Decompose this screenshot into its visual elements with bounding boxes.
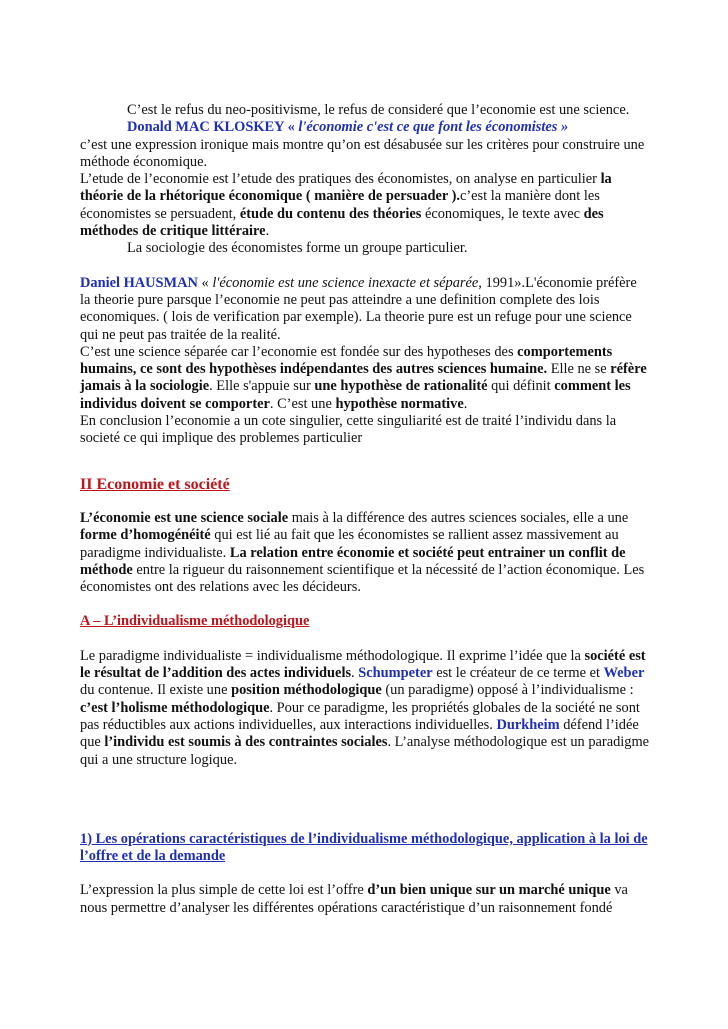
- spacer: [80, 258, 650, 275]
- emphasis: c’est l’holisme méthodologique: [80, 699, 270, 716]
- emphasis: société est le résultat de l’addition des actes individuels: [80, 647, 646, 682]
- paragraph-science-separee: C’est une science séparée car l’economie est fondée sur des hypotheses des comportements humains, ce sont des hypothèses indépendantes des autres sciences humaine. Elle ne se réfère jamais à la sociologie. Elle s'appuie sur une hypothèse de rationalité qui définit comment les individus doivent se comporter. C’est une hypothèse normative.: [80, 343, 647, 412]
- paragraph-offre-demande: L’expression la plus simple de cette loi est l’offre d’un bien unique sur un marché unique va nous permettre d’analyser les différentes opérations caractéristique d’un raisonnement fondé: [80, 882, 628, 916]
- emphasis: une hypothèse de rationalité: [314, 378, 488, 395]
- quote: l'économie c'est ce que font les économistes »: [298, 119, 569, 136]
- emphasis: étude du contenu des théories: [239, 205, 422, 222]
- section-heading: II Economie et société: [80, 475, 230, 493]
- paragraph-neo-positivisme: C’est le refus du neo-positivisme, le refus de consideré que l’economie est une science.: [127, 102, 630, 118]
- author-name: Weber: [603, 665, 645, 682]
- emphasis: l’individu est soumis à des contraintes sociales: [104, 734, 388, 751]
- subsection-heading: A – L’individualisme méthodologique: [80, 613, 310, 630]
- paragraph-etude-pratiques: L’etude de l’economie est l’etude des pratiques des économistes, on analyse en particulier la théorie de la rhétorique économique ( manière de persuader ).c’est la manière dont les économistes se persuadent, étude du contenu des théories économiques, le texte avec des méthodes de critique littéraire.: [80, 171, 612, 240]
- emphasis: forme d’homogénéité: [80, 527, 211, 544]
- emphasis: des méthodes de critique littéraire: [80, 205, 604, 240]
- numbered-heading: 1) Les opérations caractéristiques de l’individualisme méthodologique, application à la loi de l’offre et de la demande: [80, 830, 648, 865]
- paragraph-conclusion: En conclusion l’economie a un cote singulier, cette singuliarité est de traité l’individu dans la societé ce qui implique des problemes particulier: [80, 413, 617, 447]
- paragraph-irony: c’est une expression ironique mais montre qu’on est désabusée sur les critères pour construire une méthode économique.: [80, 136, 645, 170]
- author-name: Schumpeter: [358, 665, 433, 682]
- spacer: [80, 596, 650, 613]
- spacer: [80, 769, 650, 831]
- emphasis: L’économie est une science sociale: [80, 509, 289, 526]
- emphasis: hypothèse normative: [335, 395, 464, 412]
- author-name: Durkheim: [496, 716, 560, 733]
- emphasis: comportements humains, ce sont des hypothèses indépendantes des autres sciences humaine.: [80, 343, 613, 378]
- spacer: [80, 865, 650, 882]
- emphasis: d’un bien unique sur un marché unique: [367, 882, 611, 899]
- paragraph-mac-kloskey-quote: Donald MAC KLOSKEY « l'économie c'est ce que font les économistes »: [127, 119, 569, 136]
- emphasis: la théorie de la rhétorique économique ( manière de persuader ).: [80, 171, 612, 205]
- emphasis: comment les individus doivent se comporter: [80, 378, 631, 412]
- paragraph-sociologie: La sociologie des économistes forme un groupe particulier.: [127, 240, 468, 257]
- emphasis: réfère jamais à la sociologie: [80, 361, 647, 395]
- spacer: [80, 631, 650, 648]
- spacer: [80, 493, 650, 510]
- author-name: Donald MAC KLOSKEY: [127, 119, 284, 136]
- spacer: [80, 448, 650, 476]
- document-page: [80, 102, 650, 917]
- quote: l'économie est une science inexacte et séparée,: [212, 274, 482, 291]
- paragraph-individualisme: Le paradigme individualiste = individualisme méthodologique. Il exprime l’idée que la société est le résultat de l’addition des actes individuels. Schumpeter est le créateur de ce terme et Weber du contenue. Il existe une position méthodologique (un paradigme) opposé à l’individualisme : c’est l’holisme méthodologique. Pour ce paradigme, les propriétés globales de la société ne sont pas réductibles aux actions individuelles, aux interactions individuelles. Durkheim défend l’idée que l’individu est soumis à des contraintes sociales. L’analyse méthodologique est un paradigme qui a une structure logique.: [80, 647, 650, 768]
- paragraph-hausman: Daniel HAUSMAN « l'économie est une science inexacte et séparée, 1991».L'économie préfère la theorie pure parsque l’economie ne peut pas atteindre a une definition complete des lois economiques. ( lois de verification par exemple). La theorie pure est un refuge pour une science qui ne peut pas traitée de la realité.: [80, 274, 637, 343]
- emphasis: La relation entre économie et société peut entrainer un conflit de méthode: [80, 544, 626, 578]
- paragraph-science-sociale: L’économie est une science sociale mais à la différence des autres sciences sociales, elle a une forme d’homogénéité qui est lié au fait que les économistes se rallient assez massivement au paradigme individualiste. La relation entre économie et société peut entrainer un conflit de méthode entre la rigueur du raisonnement scientifique et la nécessité de l’action économique. Les économistes ont des relations avec les décideurs.: [80, 509, 645, 596]
- author-name: Daniel HAUSMAN: [80, 274, 198, 291]
- emphasis: position méthodologique: [231, 682, 382, 699]
